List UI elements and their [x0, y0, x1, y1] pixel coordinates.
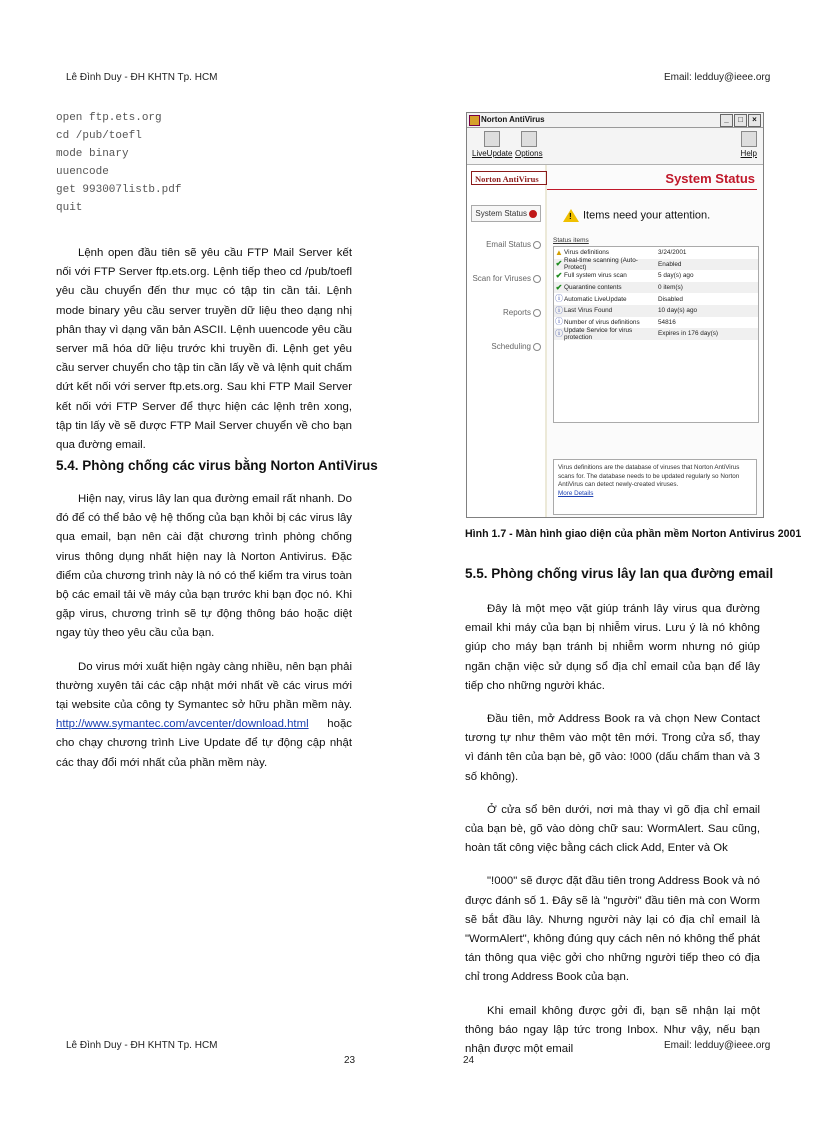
check-icon: ✔	[555, 282, 563, 292]
status-name: Quarantine contents	[564, 284, 622, 292]
help-label: Help	[740, 149, 757, 158]
status-name: Number of virus definitions	[564, 318, 640, 326]
paragraph: Khi email không được gởi đi, bạn sẽ nhận lại một thông báo ngay lập tức trong Inbox. Như vậy, nếu bạn nhận được một email	[465, 1004, 760, 1056]
nav-bullet-icon	[529, 210, 537, 218]
nav-label: Reports	[502, 308, 531, 317]
minimize-icon[interactable]: _	[720, 114, 733, 127]
paragraph-symantec	[56, 658, 352, 773]
code-line: get 993007listb.pdf	[56, 184, 182, 196]
status-name: Real-time scanning (Auto-Protect)	[564, 257, 638, 272]
status-value: Disabled	[658, 295, 683, 303]
paragraph-text: Do virus mới xuất hiện ngày càng nhiều, nên bạn phải thường xuyên tải các cập nhật mới nhất về các virus mới tại website của công ty Symantec sở hữu phần mềm này.	[56, 660, 352, 712]
status-value: 54816	[658, 318, 676, 326]
nav-scan-for-viruses[interactable]	[472, 274, 541, 283]
status-row[interactable]	[554, 328, 758, 340]
header-author-left: Lê Đình Duy - ĐH KHTN Tp. HCM	[66, 72, 218, 83]
system-status-title: System Status	[665, 171, 755, 186]
left-body-1	[56, 244, 352, 455]
attention-message	[563, 209, 710, 222]
paragraph: Ở cửa sổ bên dưới, nơi mà thay vì gõ địa chỉ email của bạn bè, gõ vào dòng chữ sau: WormAlert. Sau cũng, hoàn tất công việc bằng cách click Add, Enter và Ok	[465, 803, 760, 855]
title-divider	[547, 189, 757, 190]
status-value: 5 day(s) ago	[658, 272, 694, 280]
nav-reports[interactable]	[503, 308, 541, 317]
options-icon	[521, 131, 537, 147]
status-row[interactable]	[554, 293, 758, 305]
status-name: Update Service for virus protection	[564, 326, 633, 341]
paragraph: Lệnh open đầu tiên sẽ yêu cầu FTP Mail Server kết nối với FTP Server ftp.ets.org. Lệnh tiếp theo cd /pub/toefl yêu cầu chuyển đến thư mục có tập tin cần tải. Lệnh mode binary yêu cầu server truyền dữ liệu theo dạng nhị phân thay vì dạng văn bản ASCII. Lệnh uuencode yêu cầu server mã hóa dữ liệu trước khi truyền đi. Lệnh get yêu cầu server chuyển cho tập tin cần lấy về và lệnh quit chấm dứt kết nối với server ftp.ets.org. Sau khi FTP Mail Server kết nối với FTP Server để thực hiện các lệnh trên xong, tập tin lấy về sẽ được FTP Mail Server chuyển về cho bạn qua đường email.	[56, 247, 352, 452]
paragraph: "!000" sẽ được đặt đầu tiên trong Address Book và nó được đánh số 1. Đây sẽ là "người" đầu tiên mà con Worm sẽ bắt đầu lây. Nhưng người này lại có địa chỉ email là "WormAlert", không đúng quy cách nên nó không thể phát tán thông qua việc gởi cho những người tiếp theo có địa chỉ trong Address Book của bạn.	[465, 875, 760, 984]
options-label: Options	[515, 149, 543, 158]
info-icon: ⓘ	[555, 305, 563, 315]
window-titlebar	[467, 113, 763, 128]
status-items-label: Status items	[553, 237, 589, 244]
paragraph-text: hoặc cho chạy chương trình Live Update để tự động cập nhật các thay đổi mới nhất của phần mềm này.	[56, 718, 352, 769]
norton-app-icon	[469, 115, 480, 126]
nav-bullet-icon	[533, 309, 541, 317]
page-number-left: 23	[344, 1055, 356, 1066]
list-empty-space	[554, 340, 758, 422]
status-row[interactable]	[554, 305, 758, 317]
paragraph: Đầu tiên, mở Address Book ra và chọn New Contact tương tự như thêm vào một tên mới. Trong cửa sổ, thay vì đánh tên của bạn bè, gõ vào: !000 (dấu chấm than và 3 số không).	[465, 713, 760, 783]
status-row[interactable]	[554, 259, 758, 271]
footer-email-right: Email: ledduy@ieee.org	[664, 1040, 771, 1051]
status-name: Virus definitions	[564, 249, 609, 257]
help-button[interactable]	[741, 131, 757, 158]
nav-scheduling[interactable]	[491, 342, 541, 351]
liveupdate-label: LiveUpdate	[472, 149, 513, 158]
section-heading-5-4: 5.4. Phòng chống các virus bằng Norton AntiVirus	[56, 458, 378, 473]
left-body-2	[56, 490, 352, 773]
nav-bullet-icon	[533, 343, 541, 351]
options-button[interactable]	[515, 131, 543, 158]
left-navigation	[467, 165, 545, 517]
window-title: Norton AntiVirus	[481, 115, 545, 124]
nav-email-status[interactable]	[486, 240, 541, 249]
check-icon: ✔	[555, 259, 563, 269]
code-line: quit	[56, 202, 83, 214]
warning-icon: ▲	[555, 247, 563, 257]
more-details-link[interactable]: More Details	[558, 489, 594, 497]
paragraph: Hiện nay, virus lây lan qua đường email rất nhanh. Do đó để có thể bảo vệ hệ thống của bạn khỏi bị các virus lây qua email, bạn nên cài đặt chương trình phòng chống virus thông dụng nhất hiện nay là Norton Antivirus. Đặc điểm của chương trình này là nó có thể kiểm tra virus toàn bộ các email tải về máy của bạn trước khi bạn đọc nó. Khi gặp virus, chương trình sẽ tự động thông báo hoặc diệt ngay tùy theo yêu cầu của bạn.	[56, 493, 352, 640]
status-value: Expires in 176 day(s)	[658, 330, 719, 338]
nav-system-status[interactable]	[471, 205, 541, 222]
symantec-download-link[interactable]: http://www.symantec.com/avcenter/download.html	[56, 718, 309, 731]
status-value: 3/24/2001	[658, 249, 687, 257]
code-line: cd /pub/toefl	[56, 130, 142, 142]
close-icon[interactable]: ×	[748, 114, 761, 127]
ftp-code-block	[56, 109, 181, 217]
warning-icon: !	[563, 209, 579, 222]
nav-label: Email Status	[486, 240, 531, 249]
figure-caption: Hình 1.7 - Màn hình giao diện của phần mềm Norton Antivirus 2001	[465, 528, 802, 540]
status-description	[553, 459, 757, 515]
nav-bullet-icon	[533, 275, 541, 283]
nav-bullet-icon	[533, 241, 541, 249]
nav-label: System Status	[475, 209, 527, 218]
status-name: Last Virus Found	[564, 307, 613, 315]
status-row[interactable]	[554, 282, 758, 294]
code-line: open ftp.ets.org	[56, 112, 162, 124]
nav-label: Scheduling	[491, 342, 531, 351]
page-number-right: 24	[463, 1055, 475, 1066]
description-text: Virus definitions are the database of viruses that Norton AntiVirus scans for. The database needs to be updated regularly so Norton AntiVirus can detect newly-created viruses.	[558, 464, 740, 489]
nav-label: Scan for Viruses	[472, 274, 531, 283]
info-icon: ⓘ	[555, 328, 563, 338]
window-controls	[720, 114, 761, 127]
right-body	[465, 600, 760, 1059]
status-items-list	[553, 246, 759, 423]
info-icon: ⓘ	[555, 317, 563, 327]
maximize-icon[interactable]: □	[734, 114, 747, 127]
liveupdate-button[interactable]	[472, 131, 512, 158]
section-heading-5-5: 5.5. Phòng chống virus lây lan qua đường email	[465, 566, 774, 581]
status-name: Automatic LiveUpdate	[564, 295, 627, 303]
status-row[interactable]	[554, 270, 758, 282]
main-pane	[547, 165, 763, 517]
nav-title: Norton AntiVirus	[471, 171, 547, 185]
norton-antivirus-screenshot	[466, 112, 764, 518]
status-name: Full system virus scan	[564, 272, 627, 280]
code-line: mode binary	[56, 148, 129, 160]
check-icon: ✔	[555, 270, 563, 280]
info-icon: ⓘ	[555, 294, 563, 304]
status-value: 0 item(s)	[658, 284, 683, 292]
header-email-right: Email: ledduy@ieee.org	[664, 72, 771, 83]
status-value: Enabled	[658, 260, 682, 268]
paragraph: Đây là một mẹo vặt giúp tránh lây virus qua đường email khi máy của bạn bị nhiễm virus. Lưu ý là nó không giúp cho máy bạn tránh bị nhiễm worm nhưng nó giúp ngăn chặn việc sử dụng sổ địa chỉ email của bạn để lây tiếp cho những người khác.	[465, 603, 760, 692]
code-line: uuencode	[56, 166, 109, 178]
footer-author-left: Lê Đình Duy - ĐH KHTN Tp. HCM	[66, 1040, 218, 1051]
status-value: 10 day(s) ago	[658, 307, 698, 315]
toolbar	[467, 128, 763, 165]
help-icon	[741, 131, 757, 147]
attention-text: Items need your attention.	[583, 209, 711, 222]
liveupdate-icon	[484, 131, 500, 147]
